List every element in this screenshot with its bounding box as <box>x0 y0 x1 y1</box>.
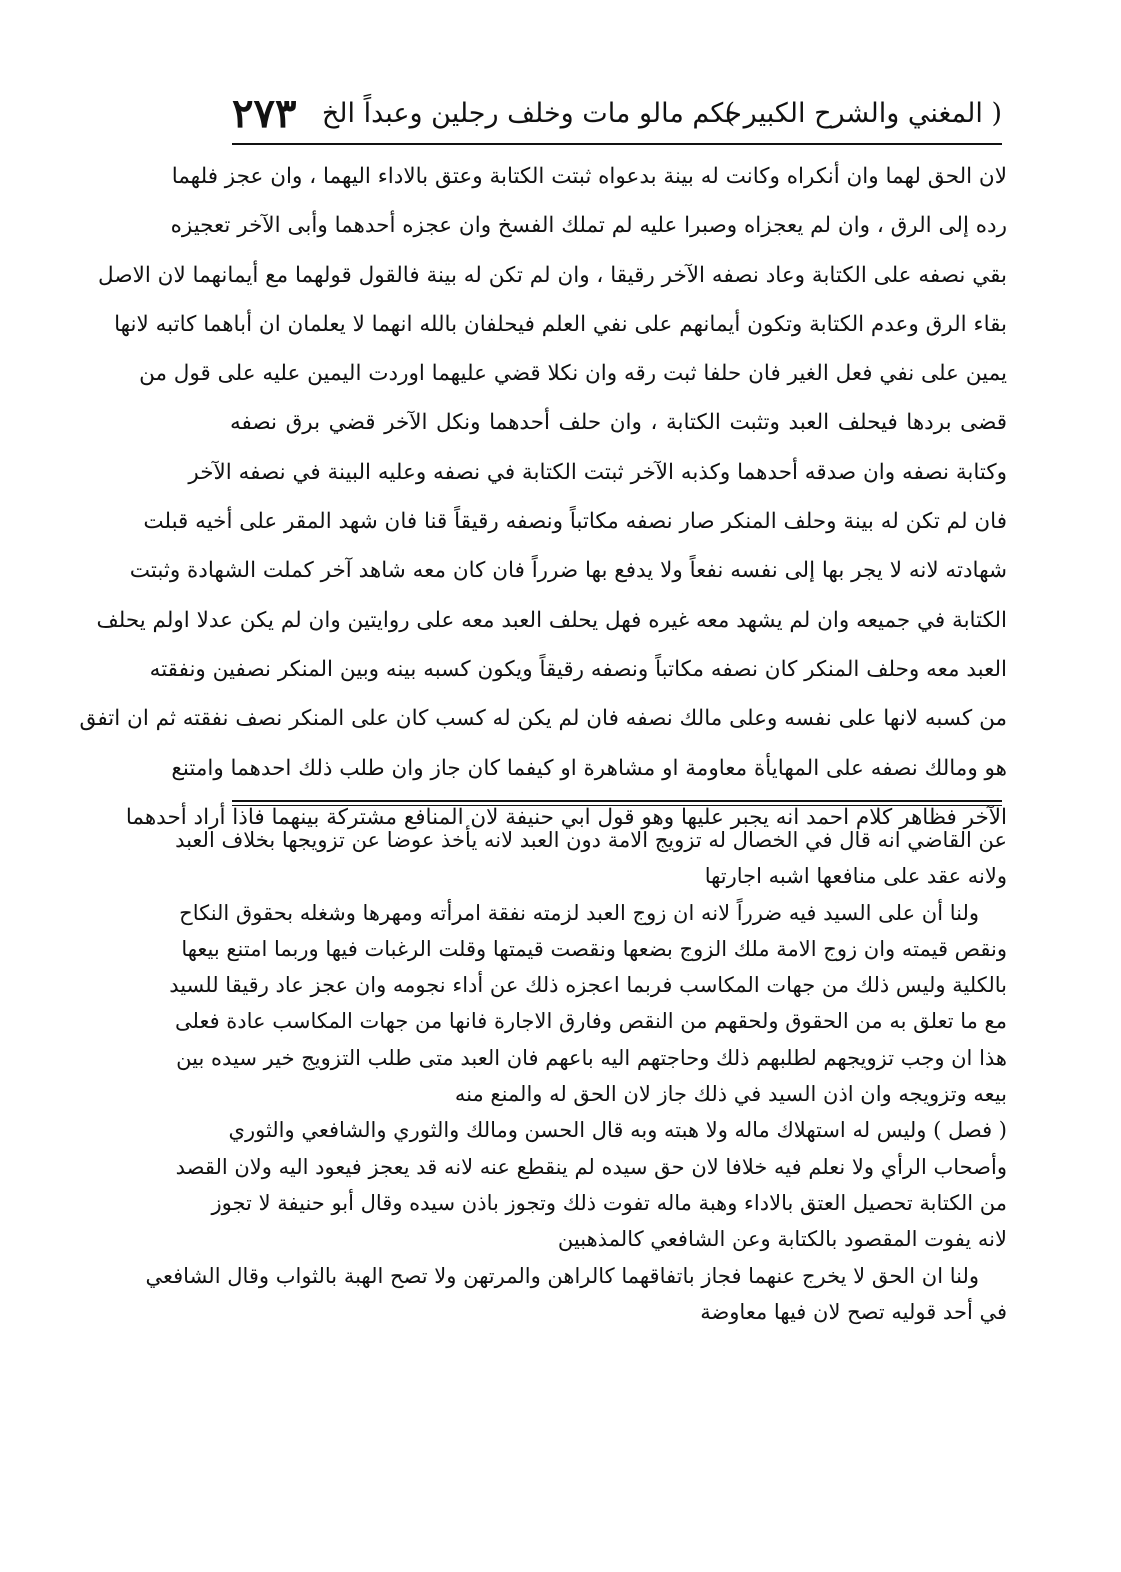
commentary-line: ولنا أن على السيد فيه ضرراً لانه ان زوج العبد لزمته نفقة امرأته ومهرها وشغله بحقوق النكاح <box>179 900 979 925</box>
main-text-line: شهادته لانه لا يجر بها إلى نفسه نفعاً ولا يدفع بها ضرراً فان كان معه شاهد آخر كملت الشهادة وثبتت <box>129 558 1007 584</box>
main-text-line: العبد معه وحلف المنكر كان نصفه مكاتباً ونصفه رقيقاً ويكون كسبه بينه وبين المنكر نصفين ونفقته <box>149 656 1007 682</box>
page-number: ٢٧٣ <box>232 90 297 137</box>
main-text-line: هو ومالك نصفه على المهايأة معاومة او مشاهرة او كيفما كان جاز وان طلب ذلك احدهما وامتنع <box>171 755 1007 781</box>
main-text-line: وكتابة نصفه وان صدقه أحدهما وكذبه الآخر ثبتت الكتابة في نصفه وعليه البينة في نصفه الآخر <box>188 459 1007 485</box>
commentary-line: بيعه وتزويجه وان اذن السيد في ذلك جاز لان الحق له والمنع منه <box>454 1082 1007 1107</box>
header-rule <box>232 143 1002 145</box>
main-text-block <box>79 152 1007 842</box>
commentary-line: هذا ان وجب تزويجهم لطلبهم ذلك وحاجتهم اليه باعهم فان العبد متى طلب التزويج خير سيده بين <box>176 1045 1007 1070</box>
divider-rule-thin <box>232 805 1002 806</box>
commentary-line: بالكلية وليس ذلك من جهات المكاسب فربما اعجزه ذلك عن أداء نجومه وان عجز عاد رقيقا للسيد <box>169 973 1007 998</box>
main-text-line: الكتابة في جميعه وان لم يشهد معه غيره فهل يحلف العبد معه على روايتين وان لم يكن عدلا اولم يحلف <box>96 607 1007 633</box>
divider-rule-thick <box>232 800 1002 802</box>
main-text-line: بقاء الرق وعدم الكتابة وتكون أيمانهم على نفي العلم فيحلفان بالله انهما لا يعلمان ان أباهما كاتبه لانها <box>114 311 1007 337</box>
main-text-line: قضى بردها فيحلف العبد وتثبت الكتابة ، وان حلف أحدهما ونكل الآخر قضي برق نصفه <box>230 410 1007 436</box>
commentary-line: وأصحاب الرأي ولا نعلم فيه خلافا لان حق سيده لم ينقطع عنه لانه قد يعجز فيعود اليه ولان القصد <box>175 1154 1007 1179</box>
main-text-line: الآخر فظاهر كلام احمد انه يجبر عليها وهو قول ابي حنيفة لان المنافع مشتركة بينهما فاذا أراد أحدهما <box>125 804 1007 830</box>
book-title: ( المغني والشرح الكبير ) <box>724 98 1002 129</box>
commentary-line: ولانه عقد على منافعها اشبه اجارتها <box>704 864 1007 889</box>
chapter-title: حكم مالو مات وخلف رجلين وعبداً الخ <box>321 98 742 129</box>
main-text-line: يمين على نفي فعل الغير فان حلفا ثبت رقه وان نكلا قضي عليهما اوردت اليمين عليه على قول من <box>139 361 1007 387</box>
main-text-line: فان لم تكن له بينة وحلف المنكر صار نصفه مكاتباً ونصفه رقيقاً قنا فان شهد المقر على أخيه قبلت <box>143 509 1007 535</box>
running-header <box>232 90 1002 142</box>
main-text-line: بقي نصفه على الكتابة وعاد نصفه الآخر رقيقا ، وان لم تكن له بينة فالقول قولهما مع أيمانهما لان الاصل <box>98 262 1007 288</box>
commentary-line: من الكتابة تحصيل العتق بالاداء وهبة ماله تفوت ذلك وتجوز باذن سيده وقال أبو حنيفة لا تجوز <box>211 1190 1007 1215</box>
section-divider <box>232 800 1002 807</box>
commentary-line: في أحد قوليه تصح لان فيها معاوضة <box>700 1299 1007 1324</box>
commentary-line: ونقص قيمته وان زوج الامة ملك الزوج بضعها ونقصت قيمتها وقلت الرغبات فيها وربما امتنع بيعها <box>181 936 1007 961</box>
commentary-line: ( فصل ) وليس له استهلاك ماله ولا هبته وبه قال الحسن ومالك والثوري والشافعي والثوري <box>228 1118 1007 1143</box>
main-text-line: من كسبه لانها على نفسه وعلى مالك نصفه فان لم يكن له كسب كان على المنكر نصف نفقته ثم ان اتفق <box>79 706 1007 732</box>
main-text-line: رده إلى الرق ، وان لم يعجزاه وصبرا عليه لم تملك الفسخ وان عجزه أحدهما وأبى الآخر تعجيزه <box>170 213 1007 239</box>
commentary-line: ولنا ان الحق لا يخرج عنهما فجاز باتفاقهما كالراهن والمرتهن ولا تصح الهبة بالثواب وقال الشافعي <box>145 1263 979 1288</box>
commentary-line: عن القاضي انه قال في الخصال له تزويج الامة دون العبد لانه يأخذ عوضا عن تزويجها بخلاف العبد <box>175 828 1007 852</box>
commentary-line: لانه يفوت المقصود بالكتابة وعن الشافعي كالمذهبين <box>557 1227 1007 1252</box>
commentary-text-block <box>145 822 1007 1330</box>
commentary-line: مع ما تعلق به من الحقوق ولحقهم من النقص وفارق الاجارة فانها من جهات المكاسب عادة فعلى <box>174 1009 1007 1034</box>
main-text-line: لان الحق لهما وان أنكراه وكانت له بينة بدعواه ثبتت الكتابة وعتق بالاداء اليهما ، وان عجز فلهما <box>171 164 1007 189</box>
